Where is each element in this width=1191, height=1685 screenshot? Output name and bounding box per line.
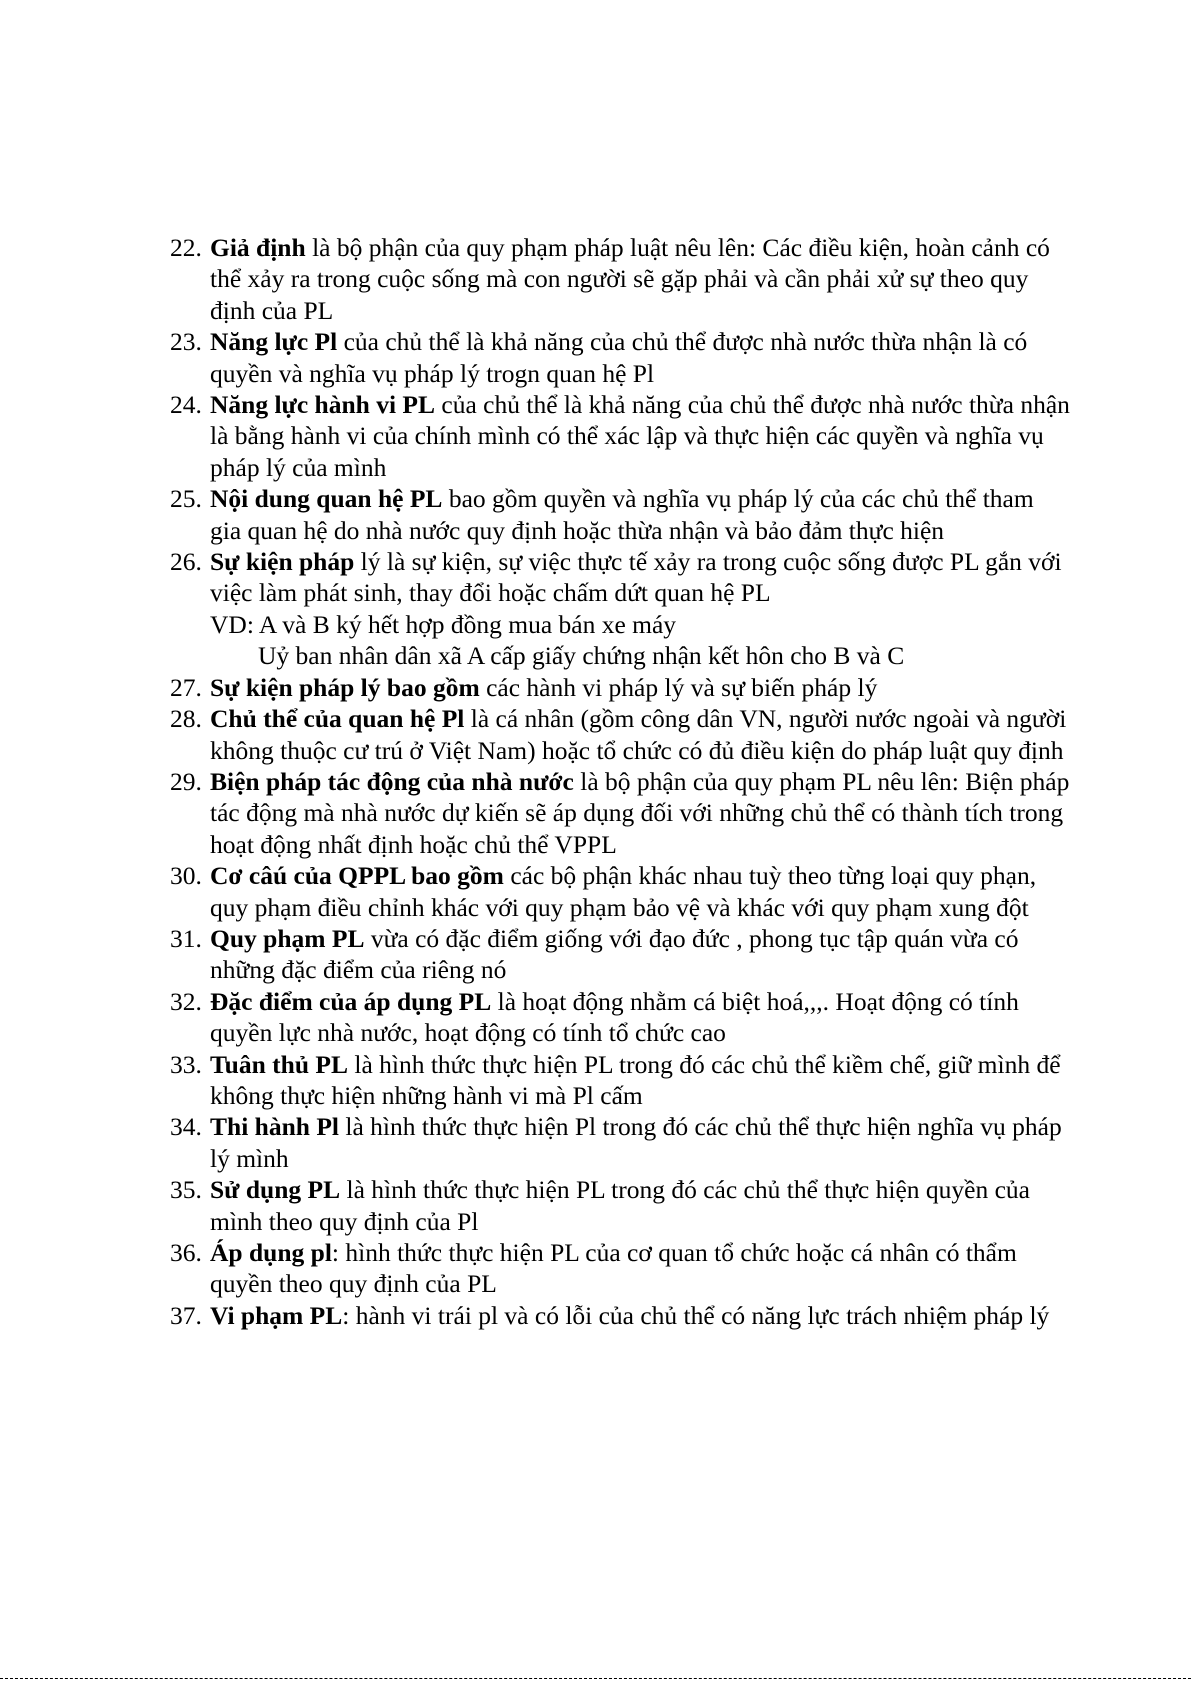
- item-text: : hành vi trái pl và có lỗi của chủ thể có năng lực trách nhiệm pháp lý: [342, 1300, 1050, 1330]
- list-item: [170, 483, 1070, 546]
- item-term: Biện pháp tác động của nhà nước: [210, 766, 574, 796]
- item-term: Năng lực Pl: [210, 327, 338, 357]
- item-text: là hình thức thực hiện Pl trong đó các chủ thể thực hiện nghĩa vụ pháp lý mình: [210, 1112, 1062, 1173]
- item-number: 25.: [170, 484, 202, 514]
- list-item: [170, 1300, 1070, 1331]
- item-term: Tuân thủ PL: [210, 1049, 348, 1079]
- item-number: 32.: [170, 986, 202, 1016]
- item-text: vừa có đặc điểm giống với đạo đức , phong tục tập quán vừa có những đặc điểm của riêng nó: [210, 923, 1019, 985]
- item-text: là cá nhân (gồm công dân VN, người nước ngoài và người không thuộc cư trú ở Việt Nam) hoặc tổ chức có đủ điều kiện do pháp luật quy định: [210, 704, 1067, 765]
- item-term: Đặc điểm của áp dụng PL: [210, 986, 492, 1016]
- item-number: 23.: [170, 327, 202, 357]
- item-text: của chủ thể là khả năng của chủ thể được nhà nước thừa nhận là bằng hành vi của chính mình có thể xác lập và thực hiện các quyền và nghĩa vụ pháp lý của mình: [210, 390, 1070, 482]
- list-item: [170, 986, 1070, 1049]
- item-text: bao gồm quyền và nghĩa vụ pháp lý của các chủ thể tham gia quan hệ do nhà nước quy định hoặc thừa nhận và bảo đảm thực hiện: [210, 484, 1034, 545]
- list-item: [170, 546, 1070, 672]
- item-text: là hoạt động nhằm cá biệt hoá,,,. Hoạt động có tính quyền lực nhà nước, hoạt động có tính tổ chức cao: [210, 986, 1019, 1048]
- item-text: là hình thức thực hiện PL trong đó các chủ thể kiềm chế, giữ mình để không thực hiện những hành vi mà Pl cấm: [210, 1049, 1061, 1110]
- item-term: Thi hành Pl: [210, 1112, 339, 1142]
- list-item: [170, 1111, 1070, 1174]
- list-item: [170, 1174, 1070, 1237]
- page-bottom-divider: [0, 1678, 1191, 1679]
- item-term: Chủ thể của quan hệ Pl: [210, 704, 465, 734]
- list-item: [170, 1049, 1070, 1112]
- item-text: của chủ thể là khả năng của chủ thể được nhà nước thừa nhận là có quyền và nghĩa vụ pháp lý trogn quan hệ Pl: [210, 327, 1028, 388]
- item-number: 22.: [170, 233, 202, 262]
- item-text: các bộ phận khác nhau tuỳ theo từng loại quy phạn, quy phạm điều chỉnh khác với quy phạm bảo vệ và khác với quy phạm xung đột: [210, 861, 1037, 922]
- item-term: Nội dung quan hệ PL: [210, 484, 443, 514]
- item-number: 26.: [170, 547, 202, 577]
- list-item: [170, 703, 1070, 766]
- item-number: 31.: [170, 923, 202, 953]
- item-term: Sự kiện pháp lý bao gồm: [210, 672, 480, 702]
- list-item: [170, 389, 1070, 483]
- item-number: 28.: [170, 704, 202, 734]
- item-term: Cơ câú của QPPL bao gồm: [210, 861, 504, 891]
- item-term: Quy phạm PL: [210, 923, 365, 953]
- item-term: Sử dụng PL: [210, 1175, 341, 1205]
- list-item: [170, 860, 1070, 923]
- item-number: 36.: [170, 1238, 202, 1267]
- item-number: 29.: [170, 766, 202, 796]
- list-item: [170, 923, 1070, 986]
- item-term: Áp dụng pl: [210, 1238, 332, 1267]
- example-line: Uỷ ban nhân dân xã A cấp giấy chứng nhận kết hôn cho B và C: [258, 641, 905, 671]
- list-item: [170, 766, 1070, 860]
- item-number: 35.: [170, 1175, 202, 1205]
- list-item: [170, 232, 1070, 326]
- definition-list: [170, 232, 1070, 1331]
- item-text: các hành vi pháp lý và sự biến pháp lý: [479, 672, 878, 702]
- list-item: [170, 326, 1070, 389]
- item-number: 24.: [170, 390, 202, 420]
- item-number: 33.: [170, 1049, 202, 1079]
- item-number: 34.: [170, 1112, 202, 1142]
- item-number: 37.: [170, 1300, 202, 1330]
- item-term: Sự kiện pháp: [210, 547, 355, 577]
- item-text: là hình thức thực hiện PL trong đó các chủ thể thực hiện quyền của mình theo quy định của Pl: [210, 1175, 1030, 1236]
- item-text: lý là sự kiện, sự việc thực tế xảy ra trong cuộc sống được PL gắn với việc làm phát sinh, thay đổi hoặc chấm dứt quan hệ PL: [210, 547, 1062, 608]
- list-item: [170, 672, 1070, 703]
- item-number: 27.: [170, 672, 202, 702]
- item-term: Năng lực hành vi PL: [210, 390, 436, 420]
- item-term: Giả định: [210, 233, 306, 262]
- item-text: : hình thức thực hiện PL của cơ quan tổ chức hoặc cá nhân có thẩm quyền theo quy định của PL: [210, 1238, 1017, 1299]
- item-term: Vi phạm PL: [210, 1300, 343, 1330]
- item-text: là bộ phận của quy phạm PL nêu lên: Biện pháp tác động mà nhà nước dự kiến sẽ áp dụng đối với những chủ thể có thành tích trong hoạt động nhất định hoặc chủ thể VPPL: [210, 766, 1070, 859]
- list-item: [170, 1237, 1070, 1300]
- item-text: là bộ phận của quy phạm pháp luật nêu lên: Các điều kiện, hoàn cảnh có thể xảy ra trong cuộc sống mà con người sẽ gặp phải và cần phải xử sự theo quy định của PL: [210, 233, 1050, 325]
- item-number: 30.: [170, 861, 202, 891]
- example-line: VD: A và B ký hết hợp đồng mua bán xe máy: [210, 609, 677, 639]
